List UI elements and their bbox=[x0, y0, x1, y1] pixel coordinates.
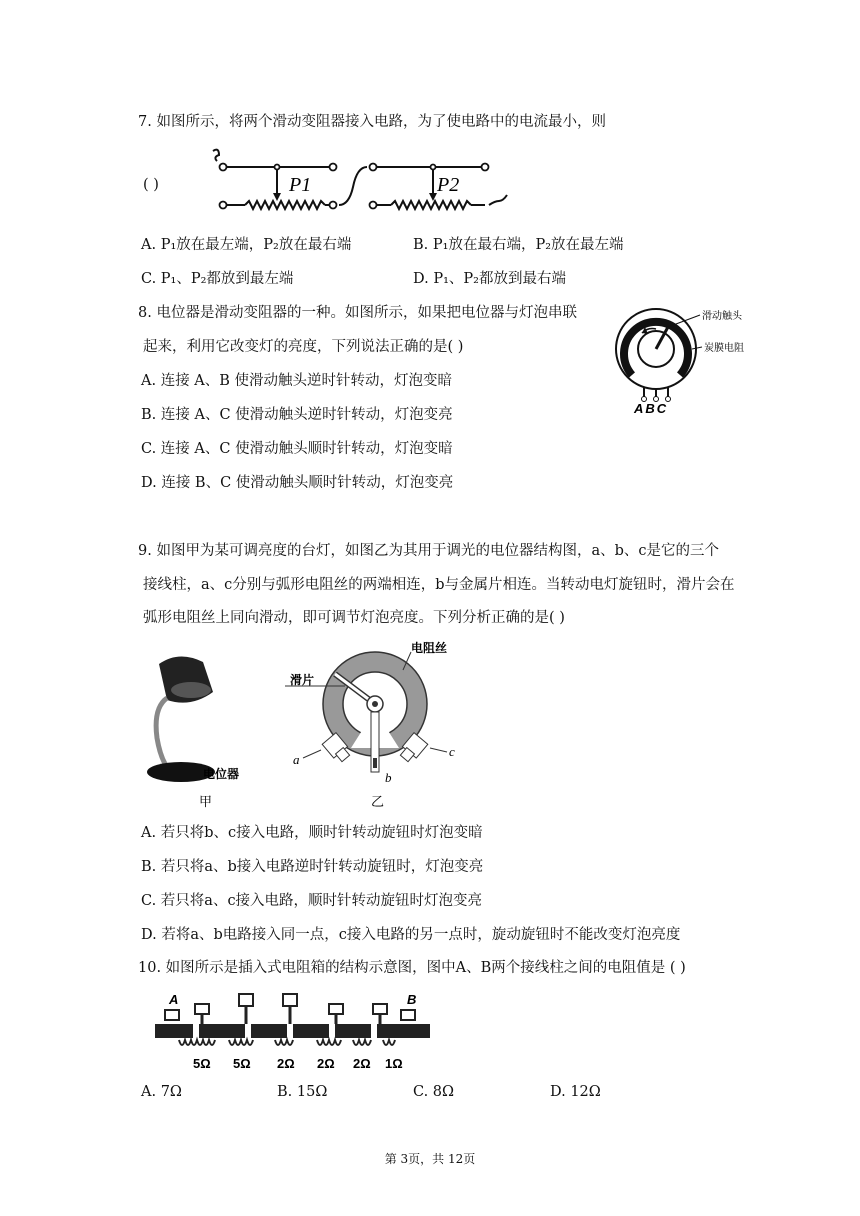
q8-potentiometer-figure bbox=[612, 305, 752, 415]
q9-desk-lamp-figure bbox=[135, 650, 255, 810]
q7-option-a[interactable]: A. P₁放在最左端，P₂放在最右端 bbox=[141, 237, 352, 253]
q7-option-d[interactable]: D. P₁、P₂都放到最右端 bbox=[413, 271, 566, 287]
q10-label-r6: 1Ω bbox=[385, 1056, 403, 1071]
q9-label-b: b bbox=[385, 770, 392, 785]
q9-potentiometer-structure-figure bbox=[285, 640, 485, 810]
q9-stem-line2: 接线柱，a、c分别与弧形电阻丝的两端相连，b与金属片相连。当转动电灯旋钮时，滑片会在 bbox=[143, 577, 735, 593]
q8-stem-line1: 8. 电位器是滑动变阻器的一种。如图所示，如果把电位器与灯泡串联 bbox=[138, 305, 577, 321]
q7-option-b[interactable]: B. P₁放在最右端，P₂放在最左端 bbox=[413, 237, 624, 253]
q10-resistance-box-figure bbox=[155, 990, 440, 1075]
q9-label-device: 电位器 bbox=[203, 767, 240, 781]
q7-label-p1: P1 bbox=[289, 174, 312, 196]
q10-stem: 10. 如图所示是插入式电阻箱的结构示意图，图中A、B两个接线柱之间的电阻值是 ( ) bbox=[138, 960, 686, 976]
q10-label-r3: 2Ω bbox=[277, 1056, 295, 1071]
q10-option-b[interactable]: B. 15Ω bbox=[277, 1084, 328, 1100]
q10-label-r1: 5Ω bbox=[193, 1056, 211, 1071]
q9-stem-line1: 9. 如图甲为某可调亮度的台灯，如图乙为其用于调光的电位器结构图，a、b、c是它的三个 bbox=[138, 543, 719, 559]
q10-option-a[interactable]: A. 7Ω bbox=[141, 1084, 182, 1100]
q9-option-a[interactable]: A. 若只将b、c接入电路，顺时针转动旋钮时灯泡变暗 bbox=[141, 825, 483, 841]
q10-label-r2: 5Ω bbox=[233, 1056, 251, 1071]
q9-option-d[interactable]: D. 若将a、b电路接入同一点，c接入电路的另一点时，旋动旋钮时不能改变灯泡亮度 bbox=[141, 927, 681, 943]
q10-option-d[interactable]: D. 12Ω bbox=[550, 1084, 601, 1100]
q9-option-c[interactable]: C. 若只将a、c接入电路，顺时针转动旋钮时灯泡变亮 bbox=[141, 893, 483, 909]
q10-label-b: B bbox=[407, 992, 417, 1007]
q8-option-b[interactable]: B. 连接 A、C 使滑动触头逆时针转动，灯泡变亮 bbox=[141, 407, 453, 423]
q10-label-a: A bbox=[169, 992, 179, 1007]
q9-label-yi: 乙 bbox=[371, 795, 385, 810]
q8-label-pins: ABC bbox=[634, 401, 669, 416]
q10-label-r4: 2Ω bbox=[317, 1056, 335, 1071]
q10-label-r5: 2Ω bbox=[353, 1056, 371, 1071]
q9-stem-line3: 弧形电阻丝上同向滑动，即可调节灯泡亮度。下列分析正确的是( ) bbox=[143, 610, 565, 626]
q8-option-d[interactable]: D. 连接 B、C 使滑动触头顺时针转动，灯泡变亮 bbox=[141, 475, 454, 491]
q9-label-jia: 甲 bbox=[199, 795, 213, 810]
q7-circuit-figure bbox=[205, 145, 525, 220]
q8-option-a[interactable]: A. 连接 A、B 使滑动触头逆时针转动，灯泡变暗 bbox=[141, 373, 453, 389]
q8-option-c[interactable]: C. 连接 A、C 使滑动触头顺时针转动，灯泡变暗 bbox=[141, 441, 453, 457]
q9-option-b[interactable]: B. 若只将a、b接入电路逆时针转动旋钮时，灯泡变亮 bbox=[141, 859, 484, 875]
q9-label-c: c bbox=[449, 744, 455, 759]
q9-label-slider: 滑片 bbox=[290, 673, 315, 687]
q10-option-c[interactable]: C. 8Ω bbox=[413, 1084, 455, 1100]
q7-label-p2: P2 bbox=[437, 174, 460, 196]
q7-answer-paren: ( ) bbox=[143, 177, 159, 193]
q9-label-a: a bbox=[293, 752, 300, 767]
q8-label-slider: 滑动触头 bbox=[702, 311, 742, 322]
q8-stem-line2: 起来，利用它改变灯的亮度，下列说法正确的是( ) bbox=[143, 339, 464, 355]
q7-option-c[interactable]: C. P₁、P₂都放到最左端 bbox=[141, 271, 294, 287]
page-footer: 第 3页，共 12页 bbox=[384, 1152, 476, 1166]
q9-label-wire: 电阻丝 bbox=[411, 641, 448, 655]
q7-stem: 7. 如图所示，将两个滑动变阻器接入电路，为了使电路中的电流最小，则 bbox=[138, 114, 606, 130]
q8-label-film: 炭膜电阻 bbox=[704, 343, 744, 354]
